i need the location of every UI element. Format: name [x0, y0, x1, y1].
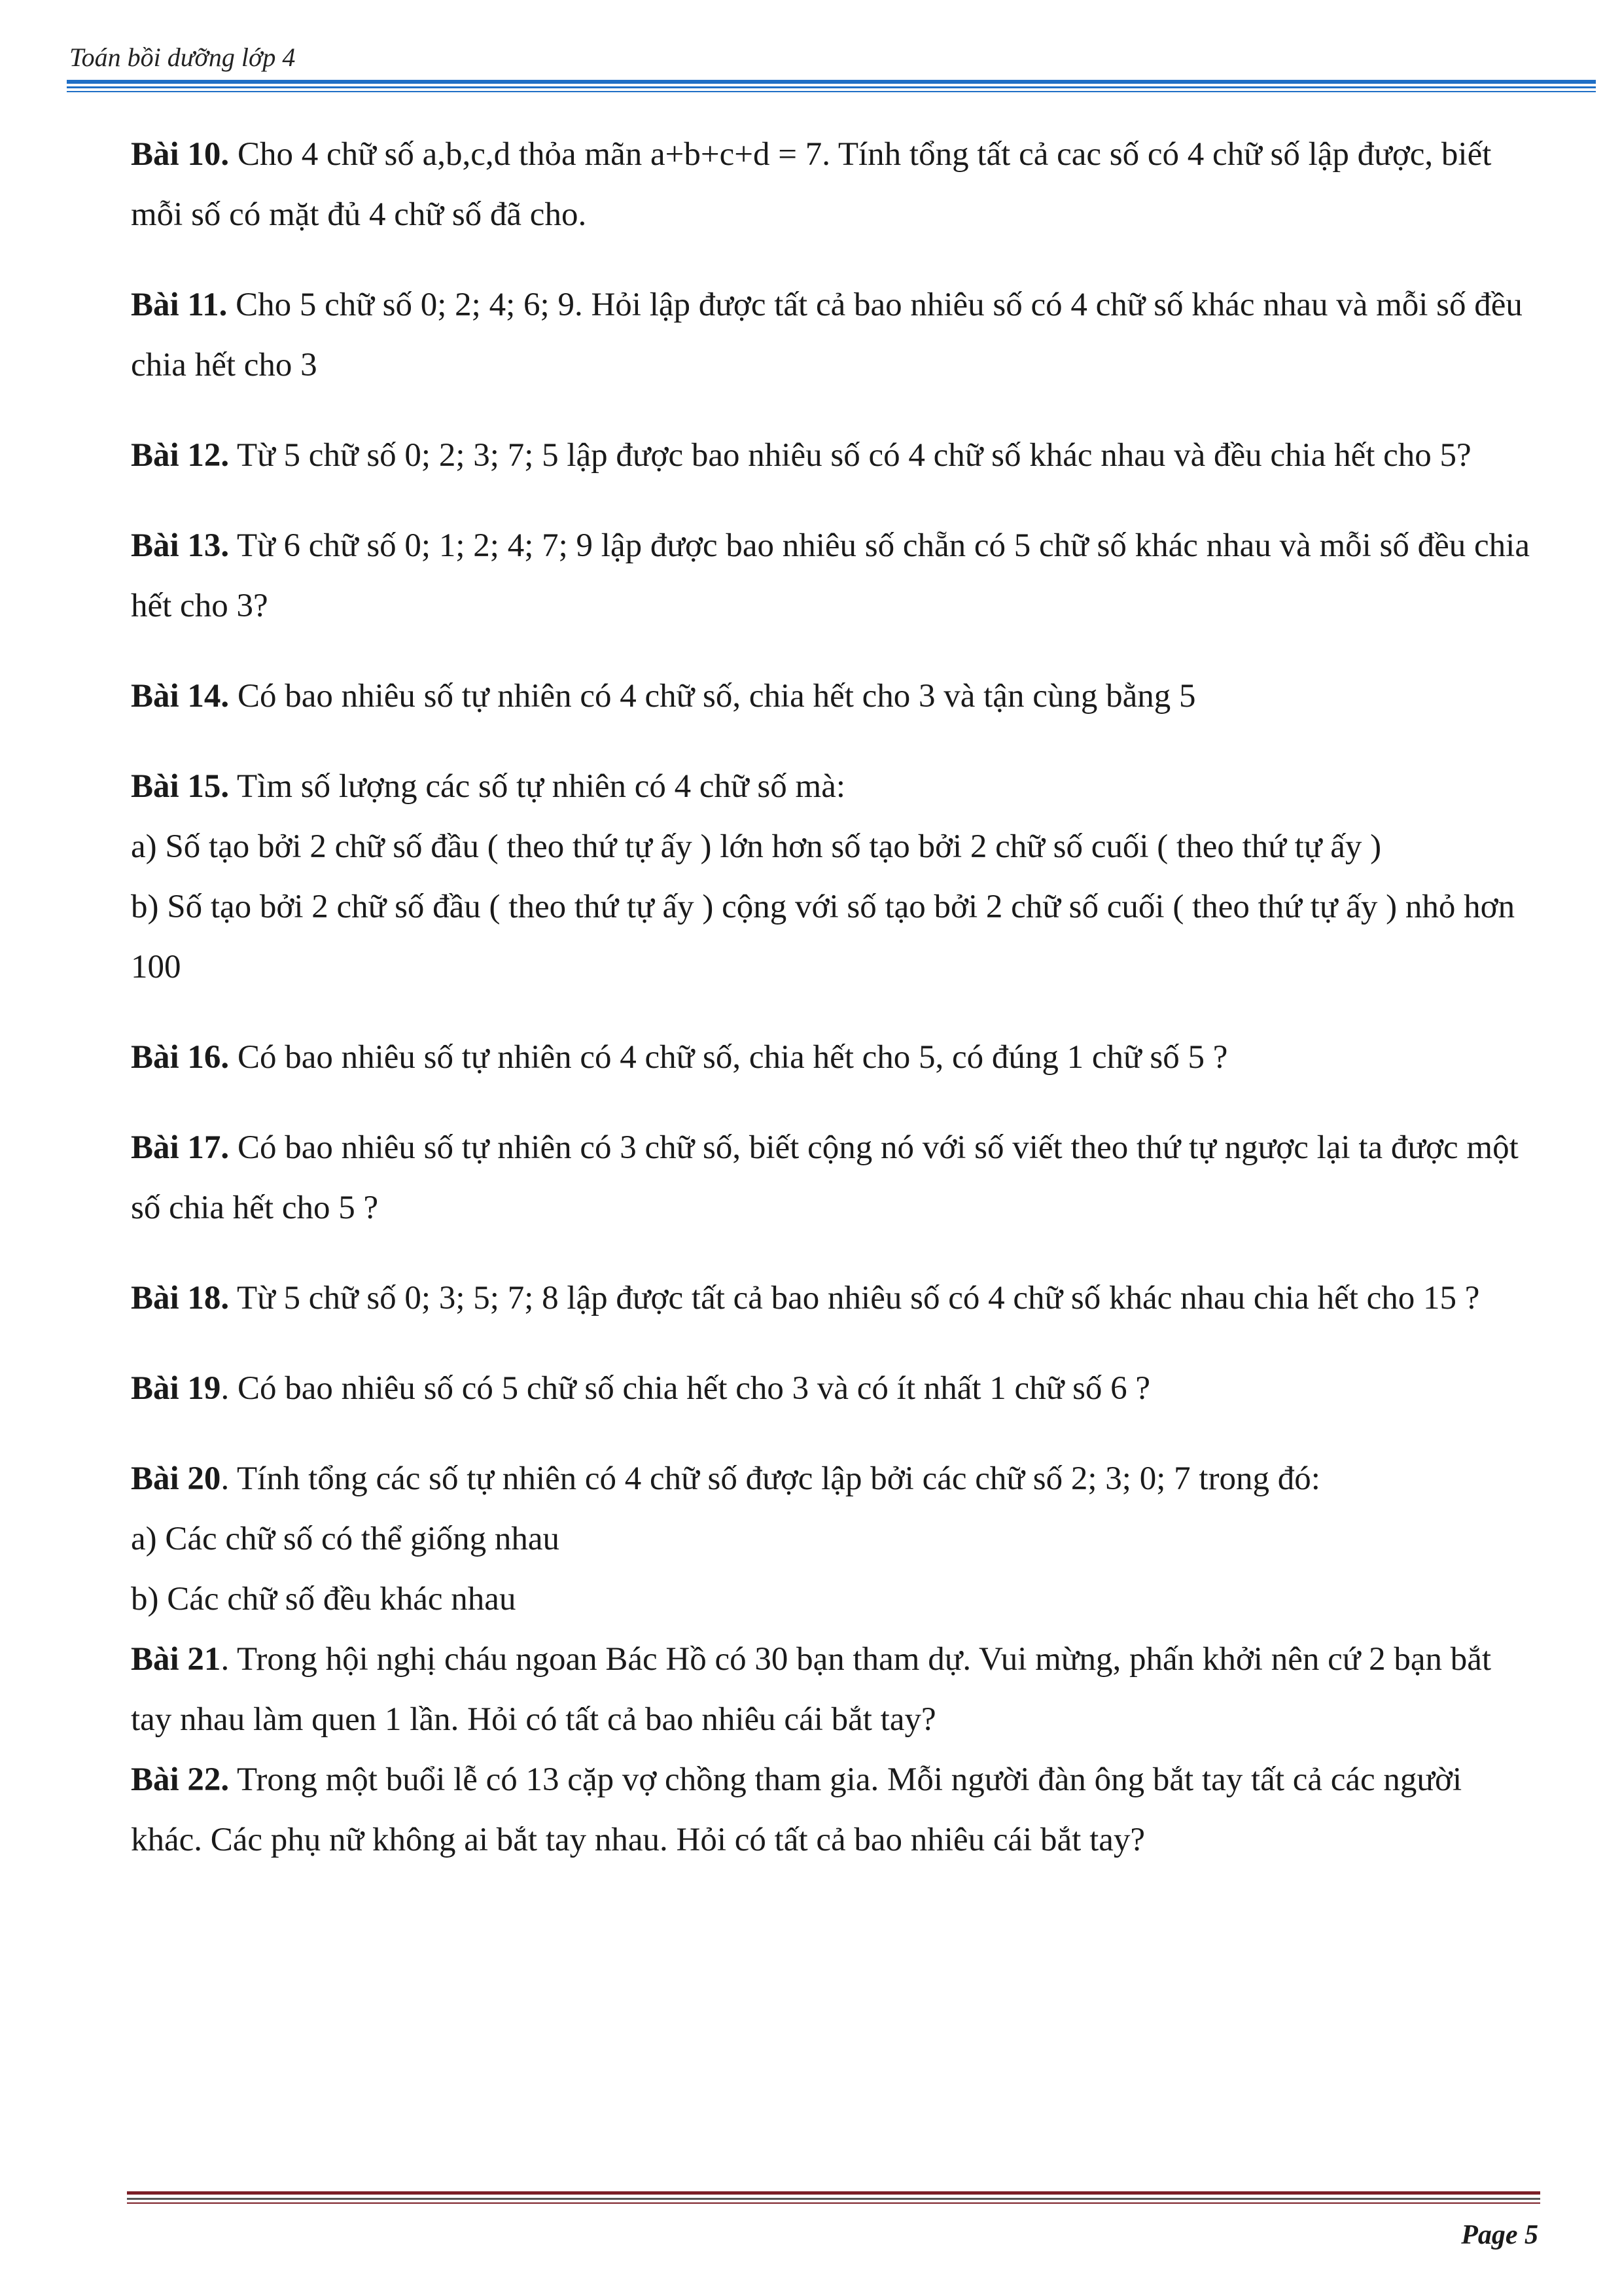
header-rule: [67, 86, 1596, 88]
sub-question-a: a) Các chữ số có thể giống nhau: [131, 1521, 560, 1557]
problem-11: [131, 275, 1531, 395]
problem-19: [131, 1358, 1531, 1419]
problem-label: Bài 10.: [131, 136, 230, 173]
problem-15: [131, 756, 1531, 997]
problem-10: [131, 124, 1531, 245]
problem-label: Bài 15.: [131, 768, 230, 805]
problem-text: Trong một buổi lễ có 13 cặp vợ chồng tham gia. Mỗi người đàn ông bắt tay tất cả các người khác. Các phụ nữ không ai bắt tay nhau. Hỏi có tất cả bao nhiêu cái bắt tay?: [131, 1761, 1462, 1858]
problem-label: Bài 21: [131, 1641, 221, 1678]
problem-label: Bài 19: [131, 1370, 221, 1407]
problem-text: . Có bao nhiêu số có 5 chữ số chia hết cho 3 và có ít nhất 1 chữ số 6 ?: [220, 1370, 1151, 1407]
sub-question-b: b) Các chữ số đều khác nhau: [131, 1581, 516, 1617]
problem-label: Bài 18.: [131, 1280, 230, 1316]
problem-label: Bài 14.: [131, 678, 230, 715]
problem-14: [131, 666, 1531, 726]
problem-text: Từ 6 chữ số 0; 1; 2; 4; 7; 9 lập được bao nhiêu số chẵn có 5 chữ số khác nhau và mỗi số đều chia hết cho 3?: [131, 527, 1530, 624]
page-number: Page 5: [1461, 2220, 1538, 2250]
problem-stem: [131, 756, 1531, 817]
problem-text: Cho 4 chữ số a,b,c,d thỏa mãn a+b+c+d = 7. Tính tổng tất cả cac số có 4 chữ số lập được, biết mỗi số có mặt đủ 4 chữ số đã cho.: [131, 136, 1492, 233]
problem-16: [131, 1027, 1531, 1087]
footer-rule: [127, 2202, 1540, 2204]
problem-text: . Tính tổng các số tự nhiên có 4 chữ số được lập bởi các chữ số 2; 3; 0; 7 trong đó:: [220, 1460, 1320, 1497]
header-title: Toán bồi dưỡng lớp 4: [69, 43, 296, 72]
problem-12: [131, 425, 1531, 486]
footer-rule: [127, 2191, 1540, 2195]
problem-label: Bài 17.: [131, 1129, 230, 1166]
problem-22: [131, 1750, 1531, 1870]
problem-text: Có bao nhiêu số tự nhiên có 4 chữ số, chia hết cho 5, có đúng 1 chữ số 5 ?: [229, 1039, 1228, 1076]
problem-20: [131, 1449, 1531, 1629]
problem-label: Bài 11.: [131, 287, 228, 323]
footer-rule: [127, 2198, 1540, 2200]
problem-label: Bài 22.: [131, 1761, 230, 1798]
sub-question-a: a) Số tạo bởi 2 chữ số đầu ( theo thứ tự ấy ) lớn hơn số tạo bởi 2 chữ số cuối ( theo thứ tự ấy ): [131, 828, 1382, 865]
problem-text: Tìm số lượng các số tự nhiên có 4 chữ số mà:: [229, 768, 845, 805]
problem-text: Từ 5 chữ số 0; 2; 3; 7; 5 lập được bao nhiêu số có 4 chữ số khác nhau và đều chia hết cho 5?: [229, 437, 1472, 474]
page-content: [131, 124, 1531, 1870]
problem-21: [131, 1629, 1531, 1750]
problem-text: Cho 5 chữ số 0; 2; 4; 6; 9. Hỏi lập được tất cả bao nhiêu số có 4 chữ số khác nhau và mỗi số đều chia hết cho 3: [131, 287, 1523, 383]
problem-text: Từ 5 chữ số 0; 3; 5; 7; 8 lập được tất cả bao nhiêu số có 4 chữ số khác nhau chia hết cho 15 ?: [229, 1280, 1480, 1316]
header-rule: [67, 80, 1596, 84]
problem-text: Có bao nhiêu số tự nhiên có 3 chữ số, biết cộng nó với số viết theo thứ tự ngược lại ta được một số chia hết cho 5 ?: [131, 1129, 1519, 1226]
problem-18: [131, 1268, 1531, 1328]
header-rule: [67, 91, 1596, 92]
problem-label: Bài 20: [131, 1460, 221, 1497]
sub-question-b: b) Số tạo bởi 2 chữ số đầu ( theo thứ tự ấy ) cộng với số tạo bởi 2 chữ số cuối ( theo thứ tự ấy ) nhỏ hơn 100: [131, 889, 1515, 985]
problem-label: Bài 16.: [131, 1039, 230, 1076]
problem-text: Có bao nhiêu số tự nhiên có 4 chữ số, chia hết cho 3 và tận cùng bằng 5: [229, 678, 1196, 715]
problem-stem: [131, 1449, 1531, 1509]
problem-text: . Trong hội nghị cháu ngoan Bác Hồ có 30 bạn tham dự. Vui mừng, phấn khởi nên cứ 2 bạn bắt tay nhau làm quen 1 lần. Hỏi có tất cả bao nhiêu cái bắt tay?: [131, 1641, 1492, 1738]
problem-13: [131, 516, 1531, 636]
problem-label: Bài 13.: [131, 527, 230, 564]
problem-17: [131, 1118, 1531, 1238]
problem-label: Bài 12.: [131, 437, 230, 474]
